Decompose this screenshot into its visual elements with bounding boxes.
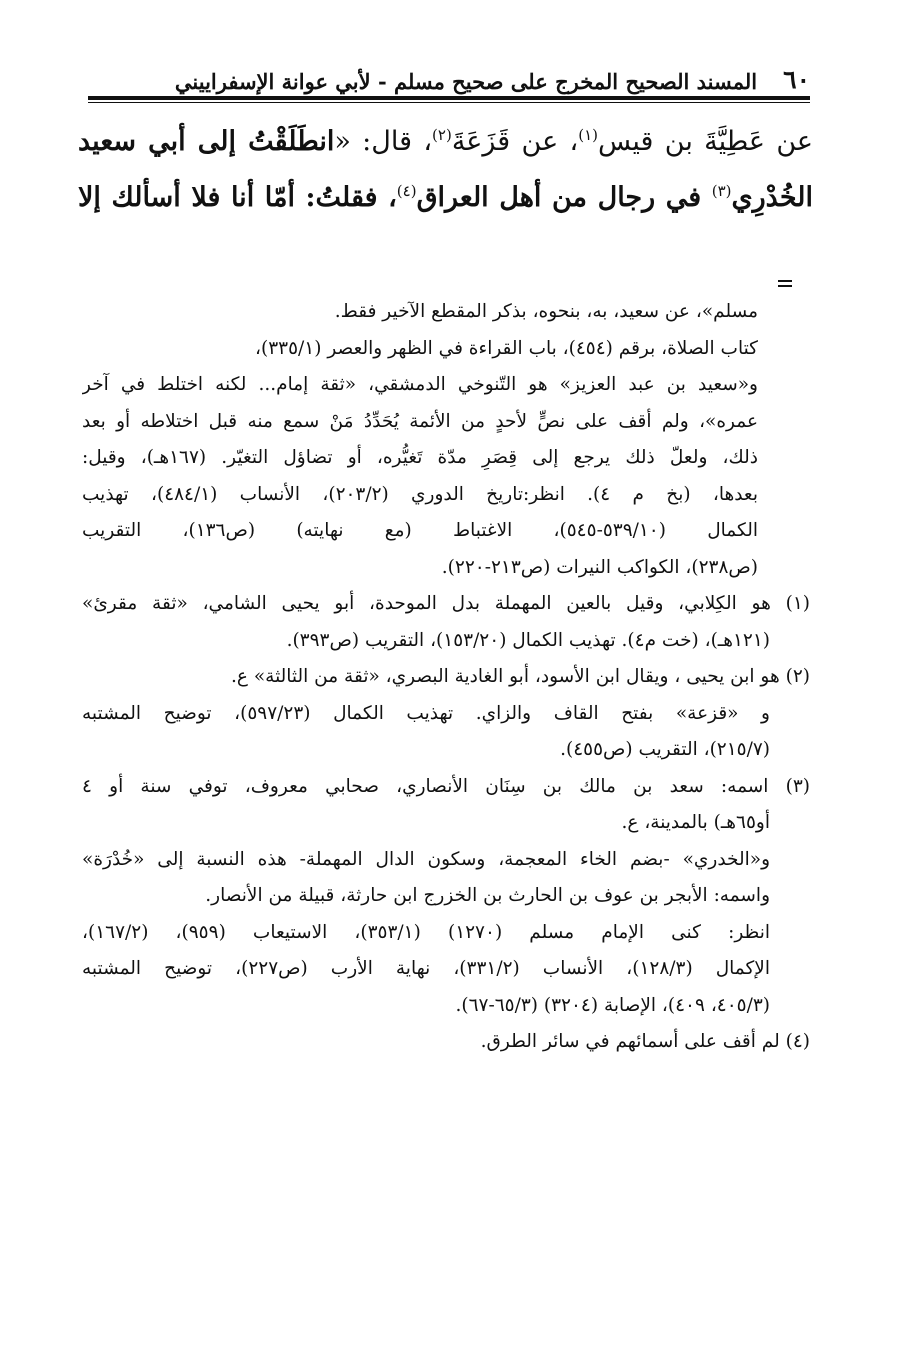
footnote-line: (٢١٥/٧)، التقريب (ص٤٥٥).	[560, 739, 770, 760]
footnote-line: الكمال (٥٣٩/١٠-٥٤٥)، الاغتباط (مع نهايته) (ص١٣٦)، التقريب	[82, 520, 758, 541]
footnote-ref: (٣)	[711, 182, 732, 200]
hadith-text: الخُدْرِي	[731, 182, 814, 213]
continuation-mark	[778, 280, 792, 290]
footnote-line: أو٦٥هـ) بالمدينة، ع.	[621, 812, 770, 833]
hadith-text: في رجال من أهل العراق	[416, 182, 712, 213]
footnote-line: (٢) هو ابن يحيى ، ويقال ابن الأسود، أبو الغادية البصري، «ثقة من الثالثة» ع.	[231, 666, 810, 687]
footnote-line: بعدها، (بخ م ٤). انظر:تاريخ الدوري (٢٠٣/٢)، الأنساب (٤٨٤/١)، تهذيب	[82, 483, 758, 505]
footnote-line: (ص٢٣٨)، الكواكب النيرات (ص٢١٣-٢٢٠).	[441, 556, 758, 578]
footnote-line: و «قزعة» بفتح القاف والزاي. تهذيب الكمال (٥٩٧/٢٣)، توضيح المشتبه	[82, 702, 770, 724]
footnote-ref: (٢)	[432, 126, 452, 144]
header-rule-thin	[88, 102, 810, 103]
footnote-line: (٣) اسمه: سعد بن مالك بن سِنَان الأنصاري، صحابي معروف، توفي سنة أو ٤	[82, 775, 810, 797]
footnote-line: و«الخدري» -بضم الخاء المعجمة، وسكون الدال المهملة- هذه النسبة إلى «خُدْرَة»	[82, 848, 770, 870]
main-text	[78, 114, 813, 226]
main-text-segment: ، قال: «	[334, 126, 433, 157]
footnote-line: الإكمال (١٢٨/٣)، الأنساب (٣٣١/٢)، نهاية الأرب (ص٢٢٧)، توضيح المشتبه	[82, 958, 770, 979]
main-text-segment: عن عَطِيَّةَ بن قيس	[597, 126, 813, 157]
footnotes	[82, 294, 810, 1061]
main-text-segment: ، عن قَزَعَةَ	[451, 126, 579, 157]
footnote-ref: (١)	[578, 126, 598, 144]
footnote-line: ذلك، ولعلّ ذلك يرجع إلى قِصَرِ مدّة تَغيُّره، أو تضاؤل التغيّر. (١٦٧هـ)، وقيل:	[82, 447, 758, 468]
page-header	[88, 58, 810, 94]
footnote-line: كتاب الصلاة، برقم (٤٥٤)، باب القراءة في الظهر والعصر (٣٣٥/١)،	[255, 337, 758, 359]
footnote-line: عمره»، ولم أقف على نصٍّ لأحدٍ من الأئمة يُحَدِّدُ مَنْ سمع منه قبل اختلاطه أو بعد	[82, 410, 758, 432]
running-title: المسند الصحيح المخرج على صحيح مسلم - لأبي عوانة الإسفراييني	[174, 69, 758, 94]
footnote-ref: (٤)	[396, 182, 417, 200]
footnote-line: (١) هو الكِلابي، وقيل بالعين المهملة بدل الموحدة، أبو يحيى الشامي، «ثقة مقرئ»	[82, 593, 810, 614]
footnote-line: (٤) لم أقف على أسمائهم في سائر الطرق.	[480, 1031, 810, 1052]
footnote-line: مسلم»، عن سعيد، به، بنحوه، بذكر المقطع الآخير فقط.	[334, 301, 758, 322]
footnote-line: (٤٠٥/٣، ٤٠٩)، الإصابة (٣٢٠٤) (٦٥/٣-٦٧).	[455, 994, 770, 1016]
hadith-text: انطَلَقْتُ إلى أبي سعيد	[78, 126, 335, 157]
header-rule-thick	[88, 96, 810, 100]
hadith-text: ، فقلتُ: أمّا أنا فلا أسألك إلا	[78, 182, 397, 213]
footnote-line: و«سعيد بن عبد العزيز» هو التّنوخي الدمشقي، «ثقة إمام... لكنه اختلط في آخر	[82, 374, 758, 395]
footnote-line: واسمه: الأبجر بن عوف بن الحارث بن الخزرج ابن حارثة، قبيلة من الأنصار.	[205, 885, 770, 906]
page-number: ٦٠	[783, 65, 810, 94]
footnote-line: (١٢١هـ)، (خت م٤). تهذيب الكمال (١٥٣/٢٠)، التقريب (ص٣٩٣).	[286, 629, 770, 651]
footnote-line: انظر: كنى الإمام مسلم (١٢٧٠) (٣٥٣/١)، الاستيعاب (٩٥٩)، (١٦٧/٢)،	[82, 921, 770, 943]
